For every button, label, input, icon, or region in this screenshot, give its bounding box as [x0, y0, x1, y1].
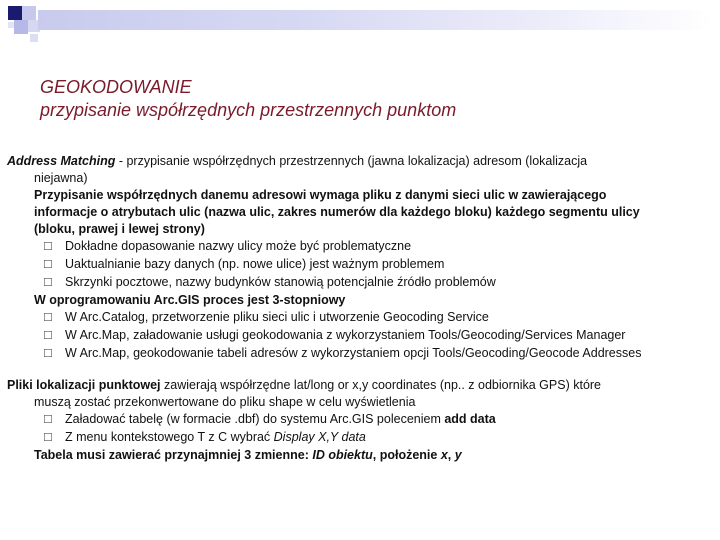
bullet-item	[7, 411, 715, 429]
decor-square-navy	[8, 6, 22, 20]
bullet-text: W Arc.Map, geokodowanie tabeli adresów z wykorzystaniem opcji Tools/Geocoding/Geocode Addresses	[65, 346, 642, 360]
header-gradient-bar	[38, 10, 714, 30]
bullet-text: W Arc.Catalog, przetworzenie pliku sieci ulic i utworzenie Geocoding Service	[65, 310, 489, 324]
bullet-item	[7, 429, 715, 447]
bullet-item	[7, 345, 715, 363]
table-text: ,	[447, 448, 455, 462]
command-add-data: add data	[444, 412, 496, 426]
bullet-item	[7, 238, 715, 256]
checkbox-bullet-icon: ☐	[43, 330, 53, 342]
paragraph-line	[7, 377, 715, 394]
checkbox-bullet-icon: ☐	[43, 414, 53, 426]
checkbox-bullet-icon: ☐	[43, 241, 53, 253]
table-requirement	[7, 447, 715, 464]
paragraph-line: muszą zostać przekonwertowane do pliku shape w celu wyświetlenia	[34, 395, 416, 409]
checkbox-bullet-icon: ☐	[43, 312, 53, 324]
requirement-line: Przypisanie współrzędnych danemu adresowi wymaga pliku z danymi sieci ulic w zawierającego	[34, 188, 607, 202]
table-text: Tabela musi zawierać przynajmniej 3 zmienne:	[34, 448, 313, 462]
intro-text: zawierają współrzędne lat/long or x,y coordinates (np.. z odbiornika GPS) które	[160, 378, 602, 392]
subtitle-line: przypisanie współrzędnych przestrzennych punktom	[40, 100, 457, 120]
checkbox-bullet-icon: ☐	[43, 277, 53, 289]
title-line: GEOKODOWANIE	[40, 77, 192, 97]
paragraph-line	[7, 153, 715, 170]
bullet-text: Skrzynki pocztowe, nazwy budynków stanowią potencjalnie źródło problemów	[65, 275, 496, 289]
decor-square-lavender	[8, 22, 14, 28]
table-text: , położenie	[372, 448, 441, 462]
arcgis-heading: W oprogramowaniu Arc.GIS proces jest 3-stopniowy	[34, 293, 346, 307]
paragraph-line: niejawna)	[34, 171, 88, 185]
point-files-section	[7, 377, 715, 464]
bullet-text: Uaktualnianie bazy danych (np. nowe ulice) jest ważnym problemem	[65, 257, 445, 271]
command-display-xy: Display X,Y data	[273, 430, 366, 444]
bullet-item	[7, 256, 715, 274]
bullet-text: Dokładne dopasowanie nazwy ulicy może być problematyczne	[65, 239, 412, 253]
bullet-item	[7, 309, 715, 327]
slide-title	[40, 76, 456, 122]
slide-body	[7, 153, 715, 464]
table-var-x: x	[440, 448, 448, 462]
table-var-y: y	[454, 448, 462, 462]
term-point-files: Pliki lokalizacji punktowej	[7, 378, 161, 392]
address-matching-section	[7, 153, 715, 363]
table-var-id: ID obiektu	[312, 448, 373, 462]
bullet-text: Z menu kontekstowego T z C wybrać	[65, 430, 274, 444]
checkbox-bullet-icon: ☐	[43, 348, 53, 360]
requirement-line: informacje o atrybutach ulic (nazwa ulic, zakres numerów dla każdego bloku) każdego segmentu ulicy	[34, 205, 640, 219]
decor-square-lavender	[30, 34, 38, 42]
bullet-item	[7, 327, 715, 345]
requirement-line: (bloku, prawej i lewej strony)	[34, 222, 205, 236]
term-address-matching: Address Matching	[7, 154, 116, 168]
checkbox-bullet-icon: ☐	[43, 259, 53, 271]
decor-square-lavender	[22, 6, 36, 20]
intro-text: - przypisanie współrzędnych przestrzennych (jawna lokalizacja) adresom (lokalizacja	[115, 154, 588, 168]
checkbox-bullet-icon: ☐	[43, 432, 53, 444]
decor-square-lavender	[14, 20, 28, 34]
bullet-text: W Arc.Map, załadowanie usługi geokodowania z wykorzystaniem Tools/Geocoding/Services Manager	[65, 328, 626, 342]
bullet-item	[7, 274, 715, 292]
bullet-text: Załadować tabelę (w formacie .dbf) do systemu Arc.GIS poleceniem	[65, 412, 445, 426]
